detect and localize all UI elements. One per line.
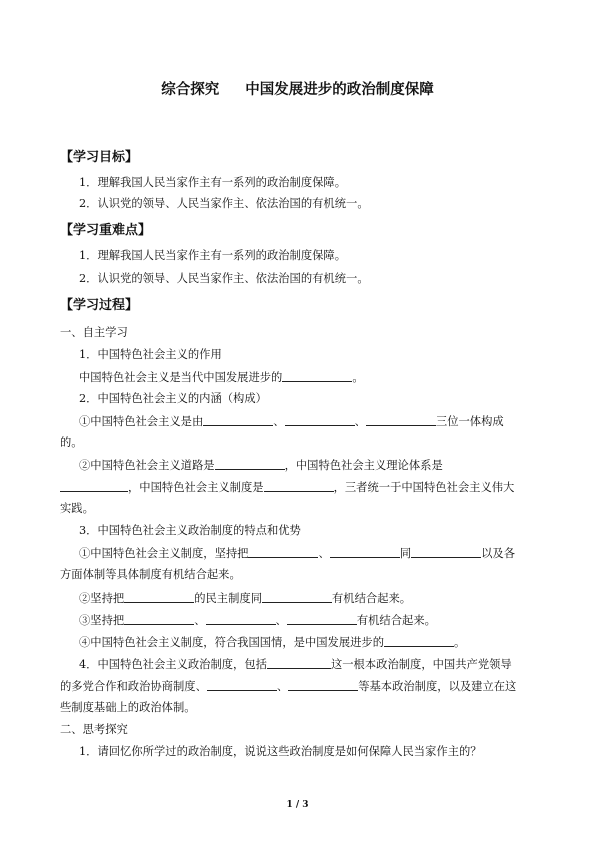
question-4-end: 些制度基础上的政治体制。 (60, 701, 196, 714)
question-3-line-c: ③坚持把 、 、 有机结合起来。 (79, 614, 436, 627)
fill-blank[interactable] (203, 414, 273, 426)
question-4: 4．中国特色社会主义政治制度，包括 这一根本政治制度，中国共产党领导 (79, 658, 512, 671)
fill-blank[interactable] (411, 546, 481, 558)
fill-blank[interactable] (330, 546, 400, 558)
keypoints-heading: 【学习重难点】 (60, 223, 152, 238)
fill-blank[interactable] (366, 414, 436, 426)
fill-blank[interactable] (264, 480, 334, 492)
question-2-line-b: ②中国特色社会主义道路是 ，中国特色社会主义理论体系是 (79, 459, 443, 472)
question-3-line-b: ②坚持把 的民主制度同 有机结合起来。 (79, 592, 412, 605)
fill-blank[interactable] (248, 546, 318, 558)
fill-blank[interactable] (287, 613, 357, 625)
fill-blank[interactable] (267, 657, 331, 669)
question-1-line-a: 中国特色社会主义是当代中国发展进步的 。 (79, 371, 364, 384)
page-number: 1 / 3 (286, 800, 309, 810)
section-self-study: 一、自主学习 (60, 326, 128, 339)
fill-blank[interactable] (215, 458, 285, 470)
goal-item-2: 2．认识党的领导、人民当家作主、依法治国的有机统一。 (79, 197, 369, 210)
fill-blank[interactable] (124, 613, 194, 625)
question-2-line-b-cont: ，中国特色社会主义制度是 ，三者统一于中国特色社会主义伟大 (60, 480, 514, 495)
section-think-explore: 二、思考探究 (60, 723, 128, 736)
title-part-2: 中国发展进步的政治制度保障 (245, 82, 434, 98)
fill-blank[interactable] (288, 679, 358, 691)
fill-blank[interactable] (282, 370, 352, 382)
question-1: 1．中国特色社会主义的作用 (79, 348, 222, 361)
question-2-line-a: ①中国特色社会主义是由 、 、 三位一体构成 (79, 415, 504, 428)
question-2-line-b-end: 实践。 (60, 502, 94, 515)
question-3: 3．中国特色社会主义政治制度的特点和优势 (79, 524, 301, 537)
question-3-line-d: ④中国特色社会主义制度，符合我国国情，是中国发展进步的 。 (79, 636, 466, 649)
page-title (0, 78, 595, 99)
keypoint-item-2: 2．认识党的领导、人民当家作主、依法治国的有机统一。 (79, 272, 369, 285)
fill-blank[interactable] (206, 613, 276, 625)
title-part-1: 综合探究 (161, 82, 220, 98)
question-2-line-a-cont: 的。 (60, 436, 83, 449)
think-question-1: 1．请回忆你所学过的政治制度，说说这些政治制度是如何保障人民当家作主的？ (79, 745, 482, 758)
question-3-line-a-cont: 方面体制等具体制度有机结合起来。 (60, 568, 241, 581)
goal-item-1: 1．理解我国人民当家作主有一系列的政治制度保障。 (79, 176, 347, 189)
fill-blank[interactable] (60, 480, 128, 492)
fill-blank[interactable] (384, 635, 454, 647)
fill-blank[interactable] (285, 414, 355, 426)
goals-heading: 【学习目标】 (60, 150, 139, 165)
fill-blank[interactable] (207, 679, 277, 691)
keypoint-item-1: 1．理解我国人民当家作主有一系列的政治制度保障。 (79, 249, 347, 262)
fill-blank[interactable] (262, 591, 332, 603)
question-2: 2．中国特色社会主义的内涵（构成） (79, 392, 267, 405)
question-3-line-a: ①中国特色社会主义制度，坚持把 、 同 以及各 (79, 547, 515, 560)
process-heading: 【学习过程】 (60, 298, 139, 313)
question-4-cont: 的多党合作和政治协商制度、 、 等基本政治制度，以及建立在这 (60, 680, 517, 693)
fill-blank[interactable] (124, 591, 194, 603)
